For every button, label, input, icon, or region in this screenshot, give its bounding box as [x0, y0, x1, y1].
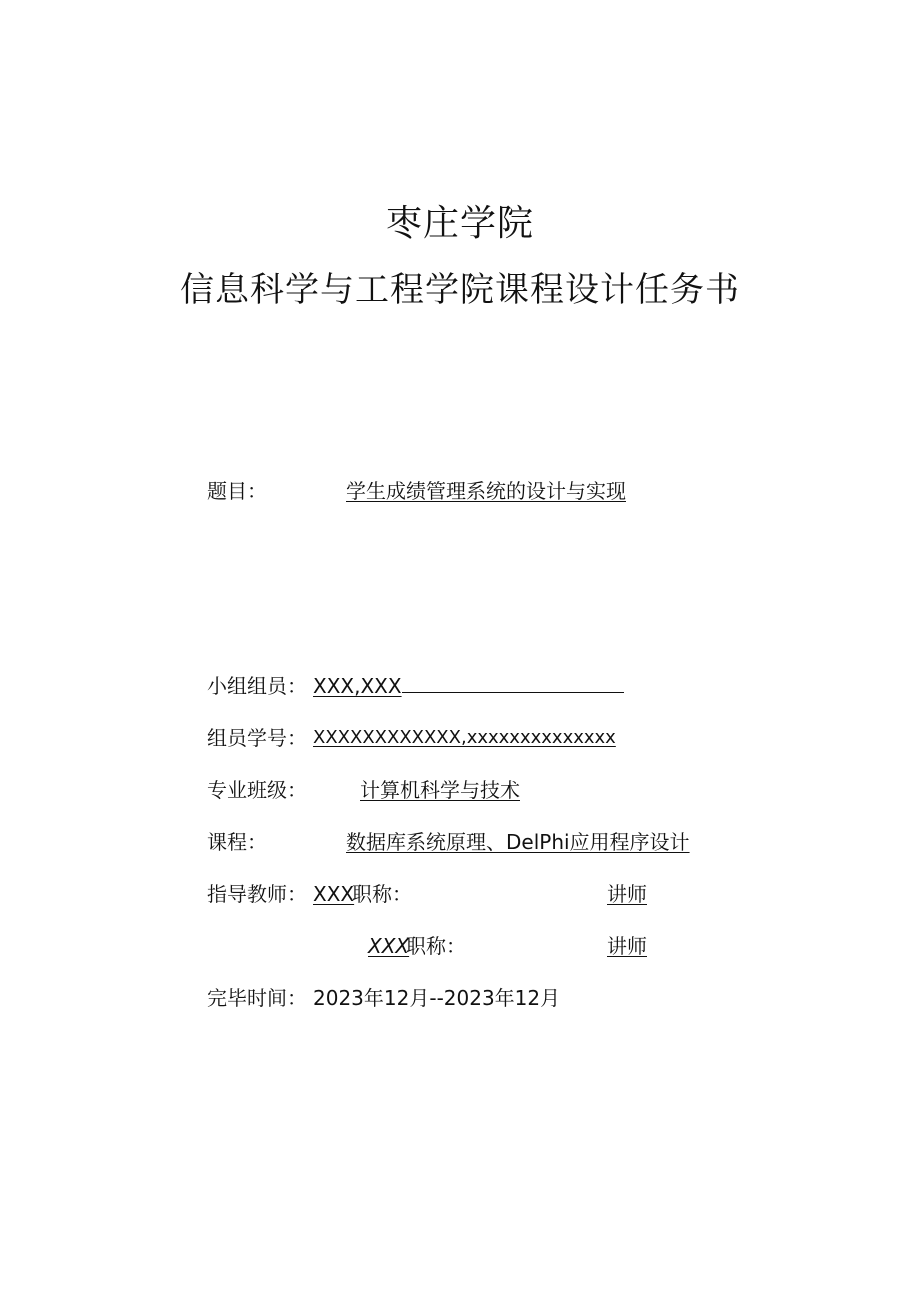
advisor2-title-value: 讲师: [607, 934, 647, 958]
completion-label: 完毕时间：: [207, 986, 307, 1010]
advisor2-title-label: 职称：: [406, 934, 466, 958]
members-fill-line: [402, 672, 624, 693]
advisor1-title-label: 职称：: [352, 882, 412, 906]
topic-value: 学生成绩管理系统的设计与实现: [346, 479, 626, 503]
advisor1-name: XXX: [313, 882, 355, 906]
completion-value: 2023年12月--2023年12月: [313, 986, 561, 1010]
member-ids-value: XXXXXXXXXXXX,xxxxxxxxxxxxxx: [313, 727, 616, 748]
advisor-label: 指导教师：: [207, 882, 307, 906]
major-label: 专业班级：: [207, 778, 307, 802]
course-value: 数据库系统原理、DelPhi应用程序设计: [346, 830, 690, 854]
topic-label: 题目：: [207, 479, 267, 503]
major-value: 计算机科学与技术: [360, 778, 520, 802]
members-value-wrap: [313, 672, 624, 700]
members-label: 小组组员：: [207, 674, 307, 698]
course-label: 课程：: [207, 830, 267, 854]
members-value: XXX,XXX: [313, 674, 402, 698]
advisor2-name: XXX: [368, 934, 410, 958]
document-title: 信息科学与工程学院课程设计任务书: [180, 270, 740, 310]
university-title: 枣庄学院: [385, 203, 534, 244]
member-ids-label: 组员学号：: [207, 726, 307, 750]
advisor1-title-value: 讲师: [607, 882, 647, 906]
